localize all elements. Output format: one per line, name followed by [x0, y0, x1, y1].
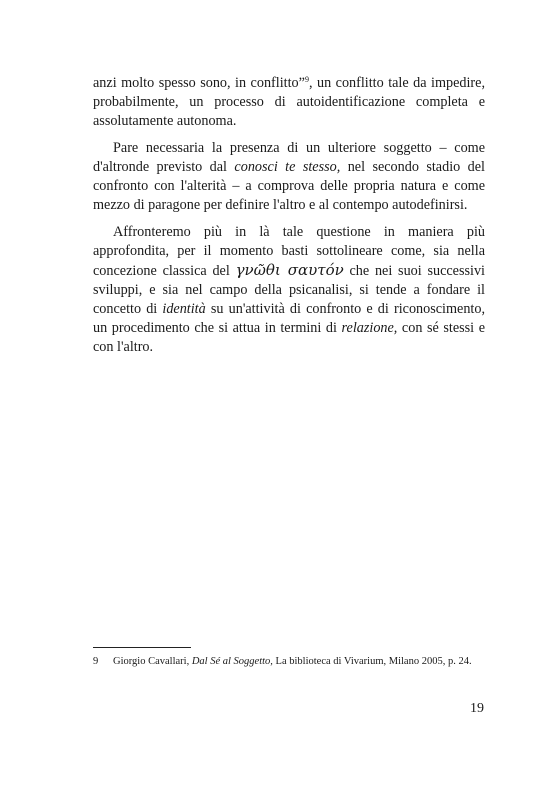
- paragraph-2-text-a: Pare necessaria la presenza di un ulteriore soggetto – come d'altronde previsto dal: [93, 140, 485, 175]
- paragraph-3-text-b: che nei suoi successivi sviluppi, e sia nel campo della psicanalisi, si tende a fondare il concetto di: [93, 263, 485, 317]
- paragraph-3-italic-relazione: relazione,: [341, 320, 398, 336]
- paragraph-1-text-a: anzi molto spesso sono, in conflitto: [93, 75, 299, 91]
- page-number: 19: [470, 701, 484, 716]
- paragraph-3-text-a: Affronteremo più in là tale questione in maniera più approfondita, per il momento basti sottolineare come, sia nella concezione classica del: [93, 224, 485, 279]
- paragraph-2-text-b: nel secondo stadio del confronto con l'alterità – a comprova delle propria natura e come mezzo di paragone per definire l'altro e al contempo autodefinirsi.: [93, 159, 485, 213]
- paragraph-1-text-b: , un conflitto tale da impedire, probabilmente, un processo di autoidentificazione completa e assolutamente autonoma.: [93, 75, 485, 129]
- paragraph-3-italic-identita: identità: [162, 301, 206, 317]
- footnote-reference[interactable]: 9: [304, 75, 309, 84]
- paragraph-3-text-c: su un'attività di confronto e di riconoscimento, un procedimento che si attua in termini di: [93, 301, 486, 336]
- footnote-number: 9: [93, 656, 99, 667]
- footnote-text-a: Giorgio Cavallari,: [113, 656, 192, 667]
- footnote-text-b: La biblioteca di Vivarium, Milano 2005, p. 24.: [272, 656, 472, 667]
- paragraph-2-italic: conosci te stesso,: [234, 159, 341, 175]
- greek-phrase: γνῶθι σαυτόν: [235, 261, 344, 279]
- footnote-text: [113, 654, 485, 670]
- main-text: [93, 74, 485, 365]
- paragraph-3: [93, 223, 485, 357]
- footnote: [93, 654, 485, 670]
- paragraph-1-quote-mark: ”: [298, 75, 305, 91]
- paragraph-3-text-d: con sé stessi e con l'altro.: [93, 320, 485, 355]
- footnote-book-title: Dal Sé al Soggetto,: [191, 656, 273, 667]
- paragraph-1: [93, 74, 485, 131]
- footnote-divider: [93, 647, 191, 648]
- paragraph-2: [93, 139, 485, 215]
